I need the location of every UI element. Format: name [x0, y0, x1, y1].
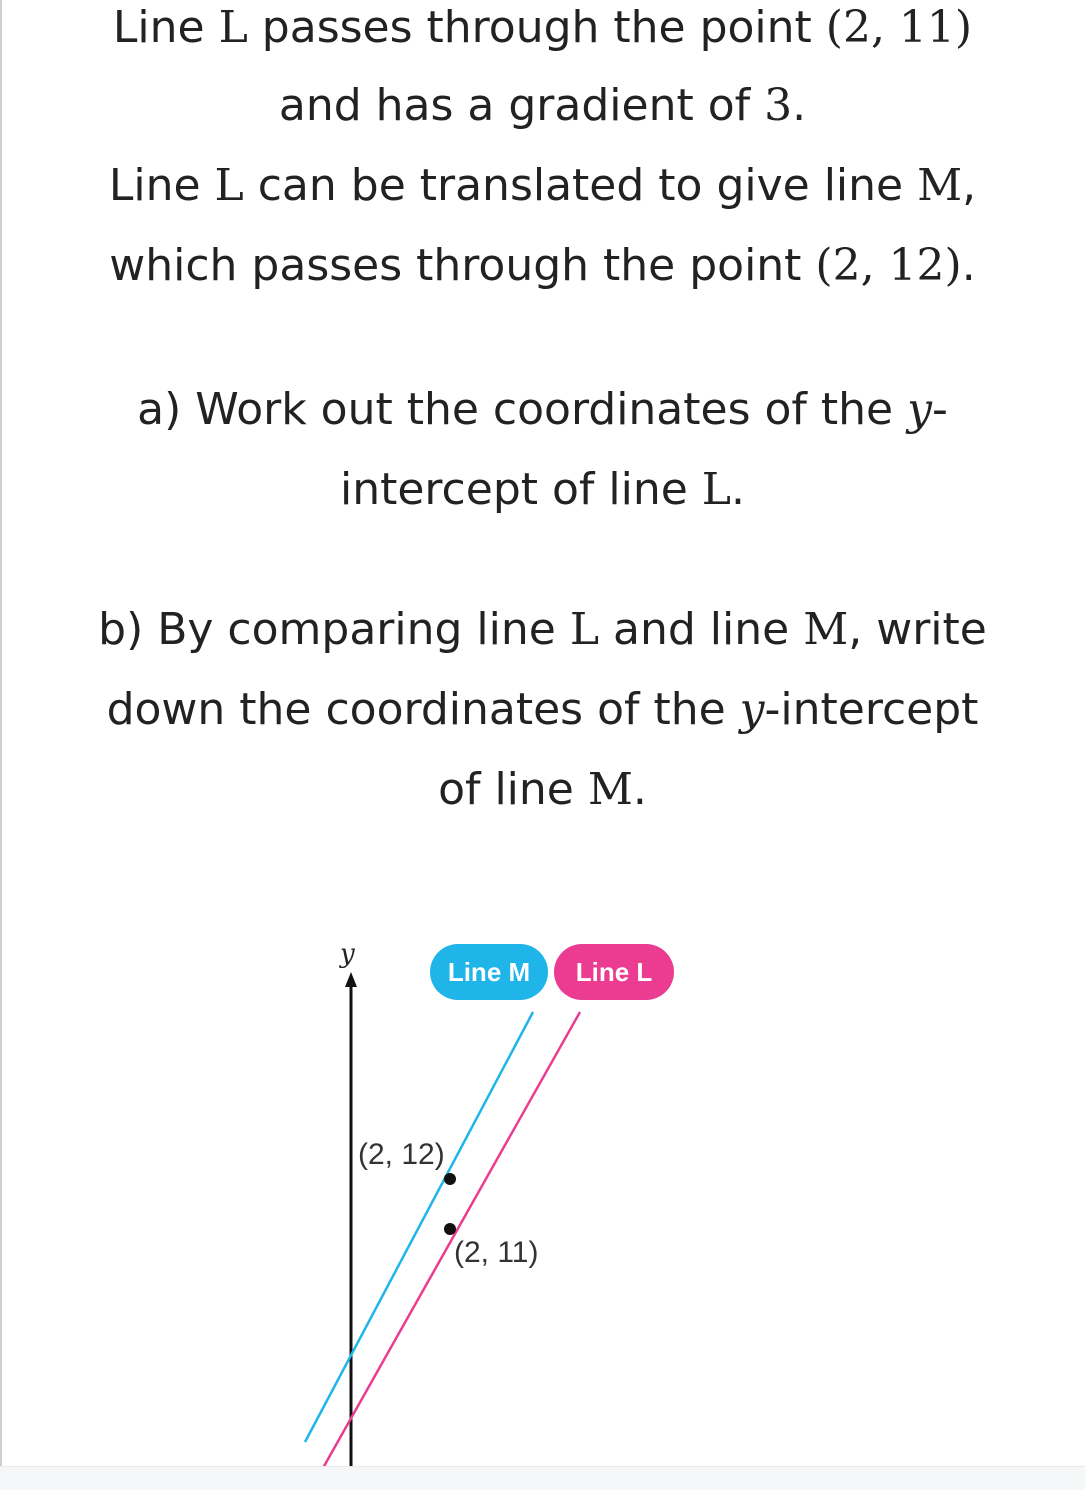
math-y: y: [739, 684, 765, 735]
point-m-label: (2, 12): [358, 1138, 445, 1171]
text-segment: .: [792, 80, 807, 131]
text-segment: ,: [962, 160, 977, 211]
y-axis-arrow-icon: [345, 972, 357, 987]
text-segment: .: [961, 240, 976, 291]
math-point: (2, 11): [825, 2, 973, 53]
text-segment: of line: [438, 764, 588, 815]
text-segment: , write: [848, 604, 987, 655]
text-segment: a) Work out the coordinates of the: [137, 384, 908, 435]
text-segment: and line: [599, 604, 804, 655]
text-segment: .: [731, 464, 745, 515]
text-segment: can be translated to give line: [243, 160, 918, 211]
legend-line-m: Line M: [430, 944, 548, 1000]
math-line-l: L: [569, 604, 600, 655]
line-m: [305, 1012, 533, 1442]
math-line-m: M: [803, 604, 849, 655]
text-segment: down the coordinates of the: [106, 684, 740, 735]
text-segment: .: [632, 764, 647, 815]
text-segment: -intercept: [764, 684, 979, 735]
text-segment: Line: [112, 2, 219, 53]
text-segment: which passes through the point: [109, 240, 816, 291]
math-line-l: L: [214, 160, 244, 211]
text-segment: -: [931, 384, 948, 435]
math-line-m: M: [587, 764, 633, 815]
point-m-marker: [444, 1173, 456, 1185]
text-segment: passes through the point: [247, 2, 826, 53]
legend-line-l: Line L: [554, 944, 674, 1000]
bottom-bar: [0, 1466, 1085, 1490]
math-line-l: L: [218, 2, 248, 53]
math-y: y: [907, 384, 932, 435]
y-axis-label: y: [340, 939, 355, 969]
point-l-label: (2, 11): [454, 1236, 539, 1269]
line-l: [323, 1012, 580, 1468]
math-point: (2, 12): [815, 240, 962, 291]
text-segment: and has a gradient of: [278, 80, 765, 131]
math-line-l: L: [701, 464, 731, 515]
math-gradient: 3: [764, 80, 793, 131]
text-segment: Line: [108, 160, 215, 211]
text-segment: intercept of line: [340, 464, 702, 515]
text-segment: b) By comparing line: [98, 604, 570, 655]
math-line-m: M: [917, 160, 963, 211]
point-l-marker: [444, 1223, 456, 1235]
